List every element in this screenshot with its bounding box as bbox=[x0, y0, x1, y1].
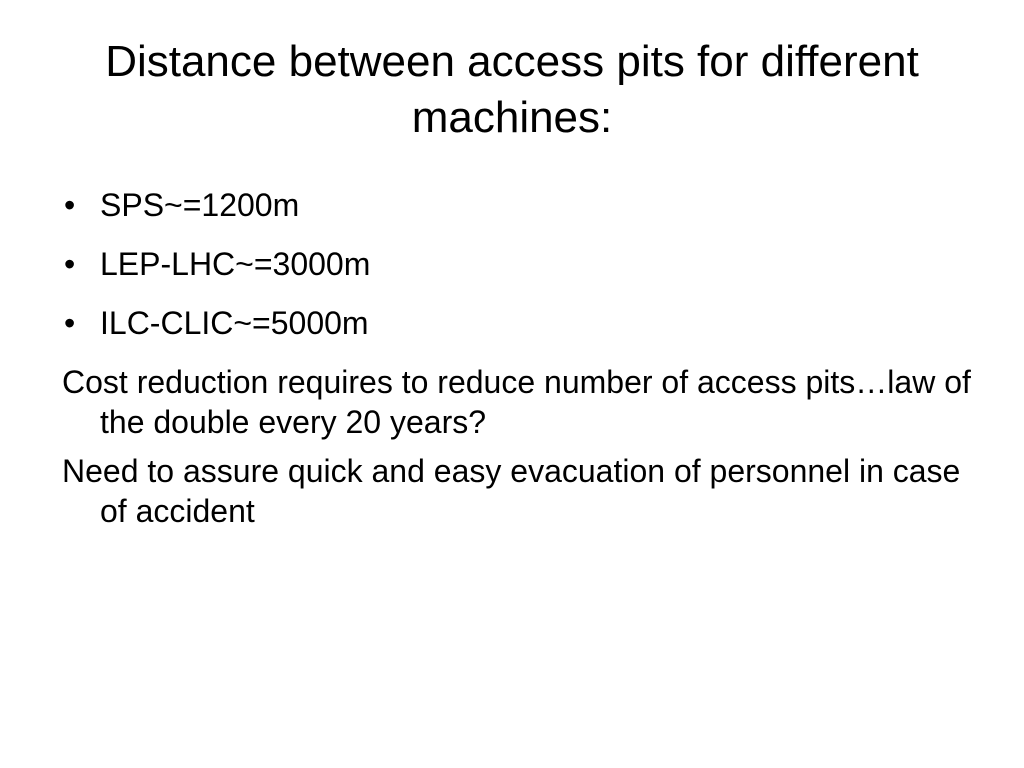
bullet-list bbox=[62, 185, 982, 343]
body-paragraph: Need to assure quick and easy evacuation of personnel in case of accident bbox=[62, 453, 961, 529]
bullet-item bbox=[62, 244, 982, 284]
bullet-dot-icon: • bbox=[64, 246, 76, 282]
bullet-dot-icon: • bbox=[64, 187, 76, 223]
bullet-item bbox=[62, 185, 982, 225]
bullet-item bbox=[62, 303, 982, 343]
body-paragraph: Cost reduction requires to reduce number of access pits…law of the double every 20 years? bbox=[62, 364, 971, 440]
slide-body bbox=[62, 185, 982, 540]
bullet-text: LEP-LHC~=3000m bbox=[100, 246, 371, 282]
bullet-text: ILC-CLIC~=5000m bbox=[100, 305, 369, 341]
slide-title: Distance between access pits for different machines: bbox=[105, 37, 919, 142]
bullet-dot-icon: • bbox=[64, 305, 76, 341]
bullet-text: SPS~=1200m bbox=[100, 187, 300, 223]
